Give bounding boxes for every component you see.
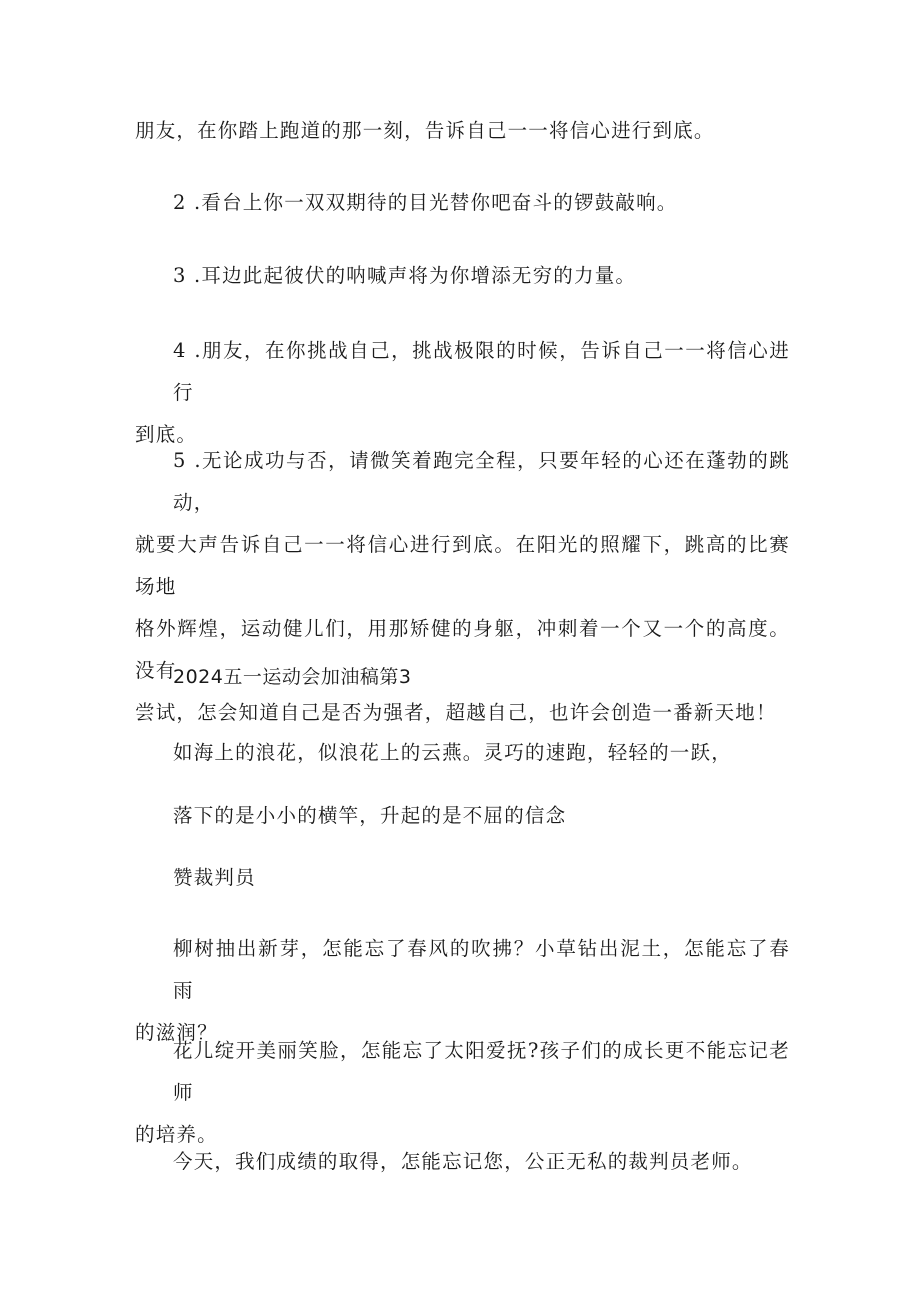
text-line: 格外辉煌，运动健儿们，用那矫健的身躯，冲刺着一个又一个的高度。没有 xyxy=(135,617,790,682)
text-line: 4 .朋友，在你挑战自己，挑战极限的时候，告诉自己一一将信心进行 xyxy=(173,339,790,404)
text-line: 的滋润？ xyxy=(135,1021,218,1044)
text-line: 3 .耳边此起彼伏的呐喊声将为你增添无穷的力量。 xyxy=(173,264,637,287)
text-line: 朋友，在你踏上跑道的那一刻，告诉自己一一将信心进行到底。 xyxy=(135,119,715,142)
text-line: 的培养。 xyxy=(135,1123,218,1146)
paragraph-item-4 xyxy=(135,330,790,456)
section-heading: 2024五一运动会加油稿第3 xyxy=(173,666,412,688)
paragraph-item-2 xyxy=(173,182,790,224)
text-line: 落下的是小小的横竿，升起的是不屈的信念 xyxy=(173,804,567,827)
text-line: 花儿绽开美丽笑脸，怎能忘了太阳爱抚?孩子们的成长更不能忘记老师 xyxy=(173,1039,790,1104)
paragraph-intro xyxy=(135,110,790,152)
text-line: 柳树抽出新芽，怎能忘了春风的吹拂？小草钻出泥土，怎能忘了春雨 xyxy=(173,937,790,1002)
text-line: 如海上的浪花，似浪花上的云燕。灵巧的速跑，轻轻的一跃， xyxy=(173,741,732,764)
text-line: 2 .看台上你一双双期待的目光替你吧奋斗的锣鼓敲响。 xyxy=(173,191,678,214)
text-line: 今天，我们成绩的取得，怎能忘记您，公正无私的裁判员老师。 xyxy=(173,1150,753,1173)
paragraph-verse-1 xyxy=(173,732,790,774)
text-line: 5 .无论成功与否，请微笑着跑完全程，只要年轻的心还在蓬勃的跳动， xyxy=(173,449,790,514)
paragraph-verse-2 xyxy=(173,795,790,837)
paragraph-referee-2 xyxy=(135,1030,790,1156)
text-line: 就要大声告诉自己一一将信心进行到底。在阳光的照耀下，跳高的比赛场地 xyxy=(135,533,790,598)
text-line: 尝试，怎会知道自己是否为强者，超越自己，也许会创造一番新天地！ xyxy=(135,701,777,724)
text-line: 赞裁判员 xyxy=(173,866,256,889)
text-line: 到底。 xyxy=(135,423,198,446)
paragraph-item-3 xyxy=(173,255,790,297)
paragraph-referee-3 xyxy=(173,1141,790,1183)
subheading-referee xyxy=(173,857,790,899)
